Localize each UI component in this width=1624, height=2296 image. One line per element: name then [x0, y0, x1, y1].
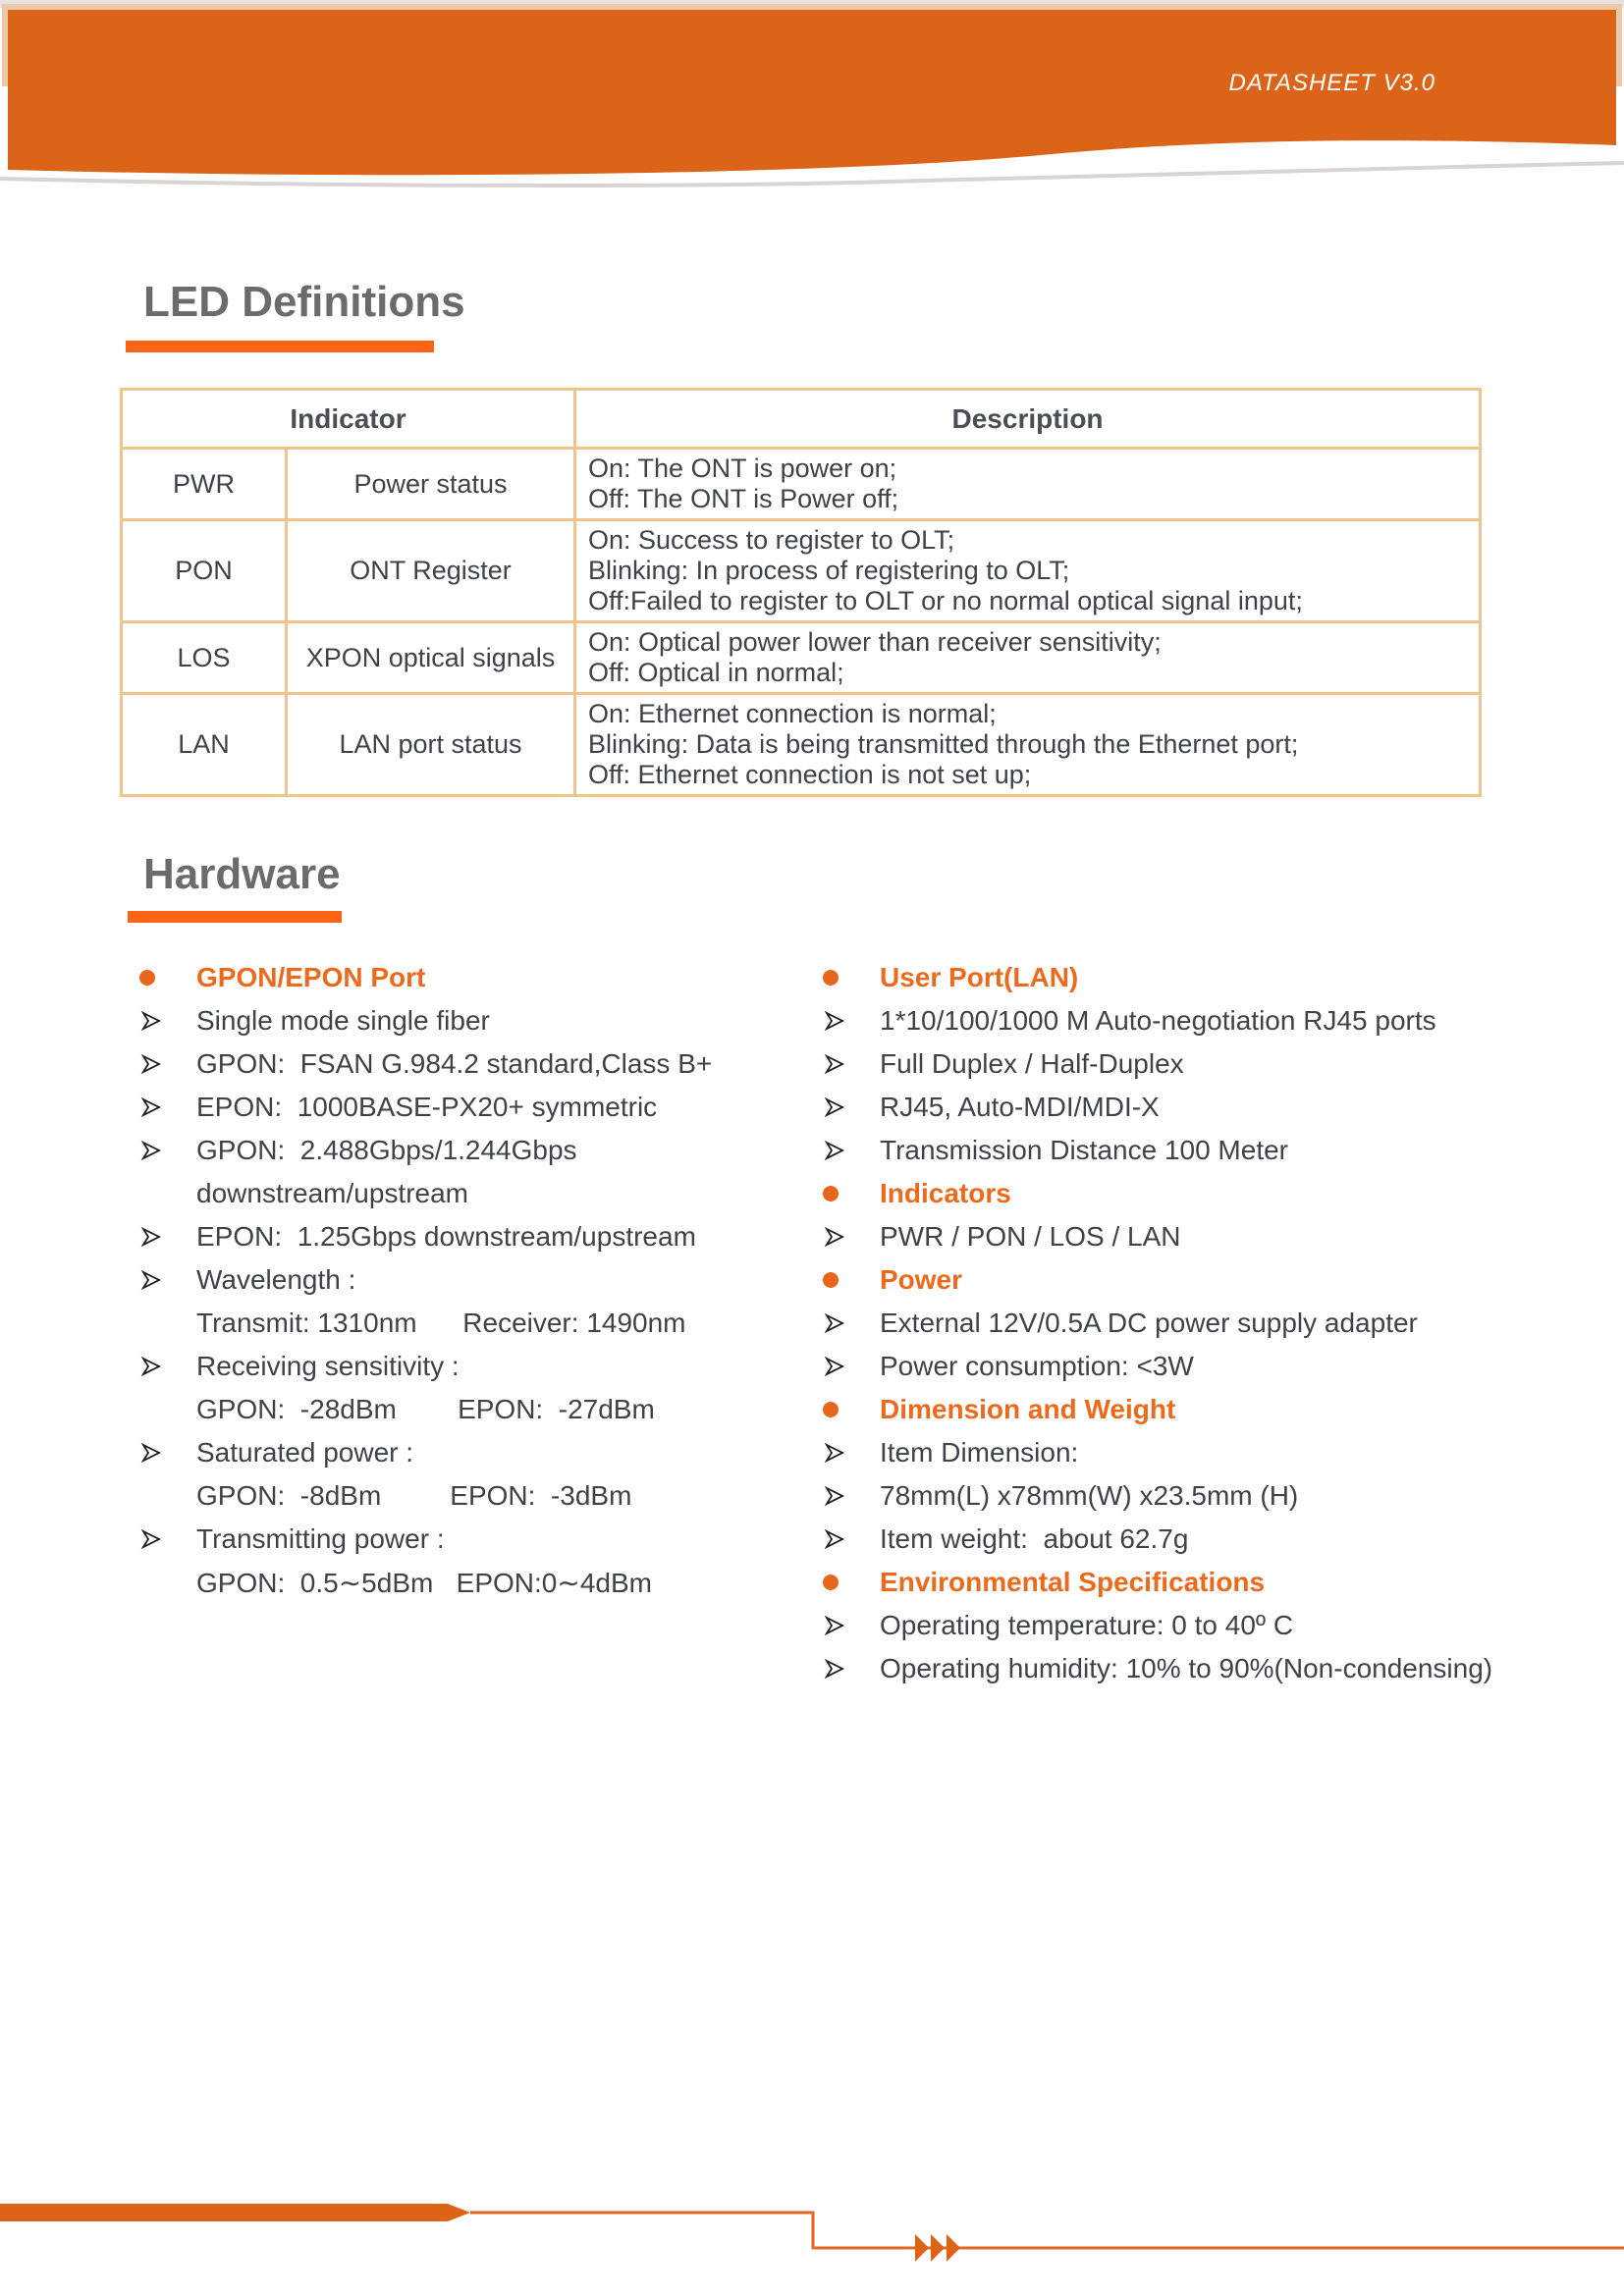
list-item: [823, 1172, 1530, 1215]
description-column-header: Description: [575, 390, 1481, 449]
spec-text: 1*10/100/1000 M Auto-negotiation RJ45 ports: [880, 1005, 1436, 1036]
bullet-dot-icon: [823, 1272, 880, 1288]
list-item: [823, 1302, 1530, 1345]
spec-text: Transmission Distance 100 Meter: [880, 1135, 1289, 1165]
arrow-bullet-icon: [823, 1614, 880, 1637]
category-label: Indicators: [880, 1178, 1011, 1208]
category-label: Power: [880, 1264, 963, 1295]
spec-text: Operating humidity: 10% to 90%(Non-condensing): [880, 1653, 1493, 1683]
table-row: [122, 694, 1481, 796]
indicator-code: PWR: [122, 449, 287, 520]
list-item: [139, 1302, 807, 1345]
arrow-bullet-icon: [139, 1225, 196, 1249]
footer-thick-bar: [0, 2204, 470, 2221]
list-item: [139, 1474, 807, 1518]
footer-thin-line: [470, 2213, 1624, 2248]
spec-text: downstream/upstream: [196, 1178, 469, 1208]
spec-text: GPON: 2.488Gbps/1.244Gbps: [196, 1135, 577, 1165]
spec-text: EPON: 1000BASE-PX20+ symmetric: [196, 1092, 658, 1122]
spec-text: Item Dimension:: [880, 1437, 1079, 1468]
document-version-title: DATASHEET V3.0: [1228, 70, 1435, 96]
arrow-bullet-icon: [139, 1139, 196, 1162]
led-definitions-table: [120, 388, 1482, 797]
list-item: [823, 1215, 1530, 1258]
spec-text: 78mm(L) x78mm(W) x23.5mm (H): [880, 1480, 1299, 1511]
arrow-bullet-icon: [823, 1657, 880, 1681]
list-item: [823, 1604, 1530, 1647]
list-item: [823, 1647, 1530, 1690]
spec-text: Transmitting power :: [196, 1523, 445, 1554]
spec-text: PWR / PON / LOS / LAN: [880, 1221, 1181, 1252]
hardware-heading: Hardware: [143, 850, 341, 898]
spec-text: External 12V/0.5A DC power supply adapter: [880, 1308, 1418, 1338]
list-item: [823, 1518, 1530, 1561]
arrow-bullet-icon: [139, 1355, 196, 1378]
indicator-description: On: Success to register to OLT; Blinking: In process of registering to OLT; Off:Failed to register to OLT or no normal optical signal input;: [575, 520, 1481, 622]
spec-text: Operating temperature: 0 to 40º C: [880, 1610, 1294, 1640]
spec-text: Full Duplex / Half-Duplex: [880, 1048, 1184, 1079]
arrow-bullet-icon: [139, 1052, 196, 1076]
list-item: [139, 956, 807, 999]
list-item: [823, 1474, 1530, 1518]
indicator-name: Power status: [287, 449, 575, 520]
hardware-list-left: [139, 956, 807, 1604]
indicator-code: PON: [122, 520, 287, 622]
spec-text: EPON: 1.25Gbps downstream/upstream: [196, 1221, 696, 1252]
arrow-bullet-icon: [139, 1527, 196, 1551]
category-label: Environmental Specifications: [880, 1567, 1266, 1597]
spec-text: Receiving sensitivity :: [196, 1351, 460, 1381]
list-item: [823, 1042, 1530, 1086]
arrow-bullet-icon: [139, 1095, 196, 1119]
table-header-row: [122, 390, 1481, 449]
arrow-bullet-icon: [823, 1527, 880, 1551]
footer-chevrons-icon: [915, 2234, 960, 2262]
bullet-dot-icon: [823, 1402, 880, 1417]
category-label: Dimension and Weight: [880, 1394, 1176, 1424]
arrow-bullet-icon: [139, 1009, 196, 1033]
spec-text: Power consumption: <3W: [880, 1351, 1194, 1381]
arrow-bullet-icon: [823, 1009, 880, 1033]
arrow-bullet-icon: [823, 1311, 880, 1335]
indicator-name: ONT Register: [287, 520, 575, 622]
arrow-bullet-icon: [823, 1139, 880, 1162]
spec-text: Single mode single fiber: [196, 1005, 490, 1036]
indicator-description: On: Optical power lower than receiver sensitivity; Off: Optical in normal;: [575, 622, 1481, 694]
list-item: [823, 1561, 1530, 1604]
arrow-bullet-icon: [823, 1484, 880, 1508]
list-item: [139, 999, 807, 1042]
list-item: [823, 1431, 1530, 1474]
header-banner: [0, 0, 1624, 196]
arrow-bullet-icon: [823, 1355, 880, 1378]
list-item: [139, 1345, 807, 1388]
bullet-dot-icon: [139, 970, 196, 986]
list-item: [139, 1258, 807, 1302]
table-row: [122, 520, 1481, 622]
list-item: [823, 956, 1530, 999]
list-item: [139, 1086, 807, 1129]
table-row: [122, 449, 1481, 520]
spec-text: GPON: -8dBm EPON: -3dBm: [196, 1480, 632, 1511]
list-item: [823, 1086, 1530, 1129]
indicator-description: On: The ONT is power on; Off: The ONT is Power off;: [575, 449, 1481, 520]
list-item: [139, 1042, 807, 1086]
bullet-dot-icon: [823, 1186, 880, 1201]
category-label: User Port(LAN): [880, 962, 1079, 992]
spec-text: Wavelength :: [196, 1264, 356, 1295]
bullet-dot-icon: [823, 970, 880, 986]
list-item: [139, 1431, 807, 1474]
hardware-heading-underline: [128, 911, 342, 923]
list-item: [139, 1561, 807, 1604]
arrow-bullet-icon: [823, 1052, 880, 1076]
spec-text: GPON: -28dBm EPON: -27dBm: [196, 1394, 655, 1424]
led-heading-underline: [126, 341, 434, 352]
indicator-name: XPON optical signals: [287, 622, 575, 694]
spec-text: RJ45, Auto-MDI/MDI-X: [880, 1092, 1160, 1122]
spec-text: Saturated power :: [196, 1437, 414, 1468]
led-table-body: [122, 449, 1481, 796]
list-item: [823, 1129, 1530, 1172]
list-item: [823, 1388, 1530, 1431]
list-item: [823, 1345, 1530, 1388]
indicator-description: On: Ethernet connection is normal; Blinking: Data is being transmitted through the Ethernet port; Off: Ethernet connection is not set up;: [575, 694, 1481, 796]
bullet-dot-icon: [823, 1575, 880, 1590]
arrow-bullet-icon: [139, 1268, 196, 1292]
indicator-code: LAN: [122, 694, 287, 796]
list-item: [823, 999, 1530, 1042]
indicator-column-header: Indicator: [122, 390, 575, 449]
indicator-name: LAN port status: [287, 694, 575, 796]
spec-text: Item weight: about 62.7g: [880, 1523, 1189, 1554]
list-item: [139, 1518, 807, 1561]
arrow-bullet-icon: [823, 1225, 880, 1249]
list-item: [139, 1388, 807, 1431]
spec-text: GPON: 0.5∼5dBm EPON:0∼4dBm: [196, 1567, 652, 1598]
list-item: [823, 1258, 1530, 1302]
table-row: [122, 622, 1481, 694]
arrow-bullet-icon: [823, 1095, 880, 1119]
spec-text: GPON: FSAN G.984.2 standard,Class B+: [196, 1048, 713, 1079]
spec-text: Transmit: 1310nm Receiver: 1490nm: [196, 1308, 686, 1338]
hardware-list-right: [823, 956, 1530, 1690]
arrow-bullet-icon: [823, 1441, 880, 1465]
indicator-code: LOS: [122, 622, 287, 694]
footer-decoration: [0, 2179, 1624, 2296]
led-definitions-heading: LED Definitions: [143, 278, 465, 326]
list-item: [139, 1129, 807, 1172]
list-item: [139, 1172, 807, 1215]
arrow-bullet-icon: [139, 1441, 196, 1465]
list-item: [139, 1215, 807, 1258]
category-label: GPON/EPON Port: [196, 962, 426, 992]
